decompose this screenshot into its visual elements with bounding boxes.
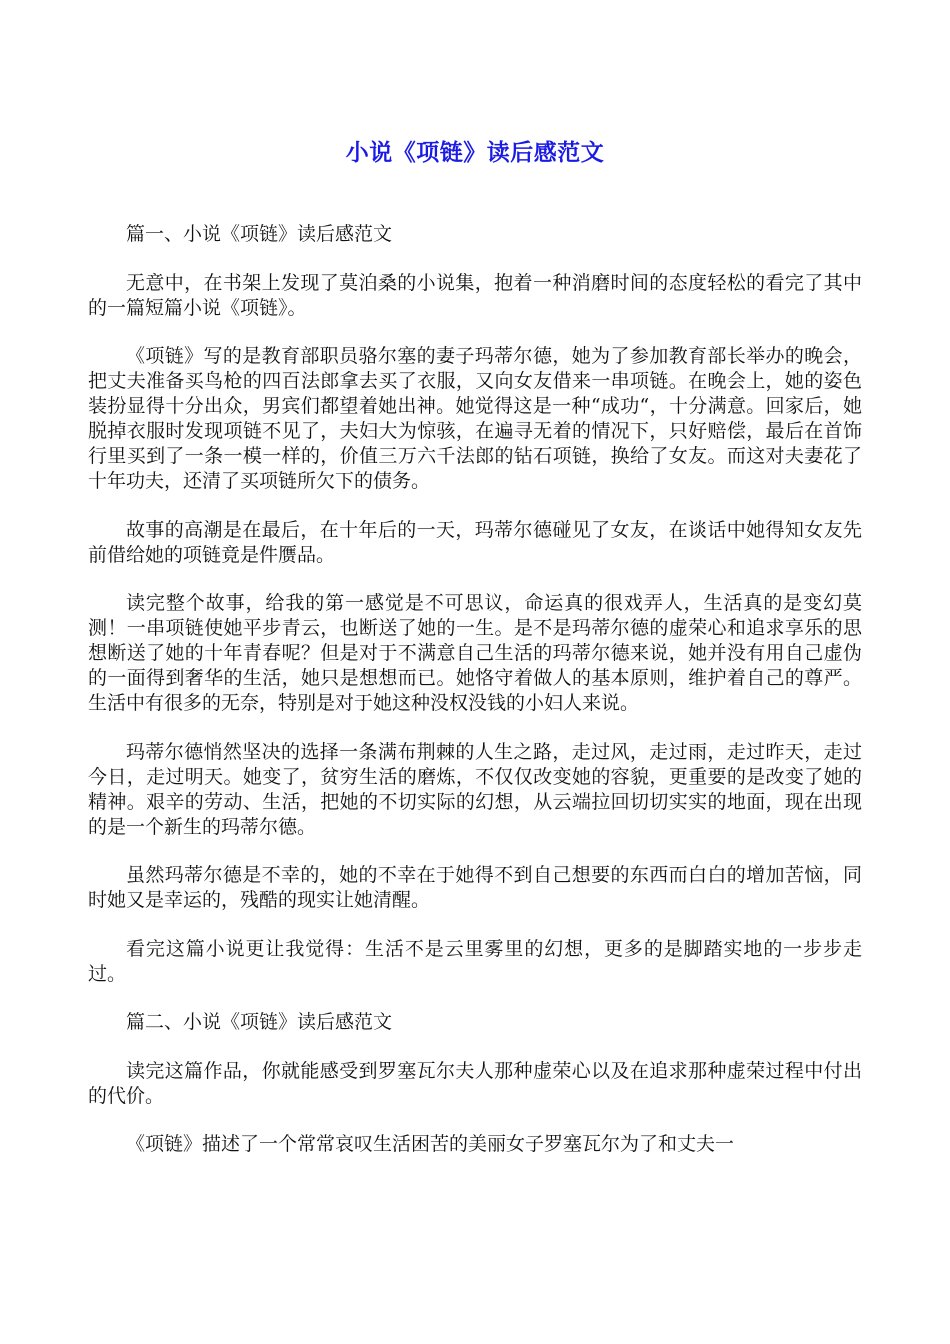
paragraph: 《项链》写的是教育部职员骆尔塞的妻子玛蒂尔德，她为了参加教育部长举办的晚会，把丈夫准备买鸟枪的四百法郎拿去买了衣服，又向女友借来一串项链。在晚会上，她的姿色装扮显得十分出众，男宾们都望着她出神。她觉得这是一种“成功“，十分满意。回家后，她脱掉衣服时发现项链不见了，夫妇大为惊骇，在遍寻无着的情况下，只好赔偿，最后在首饰行里买到了一条一模一样的，价值三万六千法郎的钻石项链，换给了女友。而这对夫妻花了十年功夫，还清了买项链所欠下的债务。 [88,345,862,492]
paragraph: 故事的高潮是在最后，在十年后的一天，玛蒂尔德碰见了女友，在谈话中她得知女友先前借给她的项链竟是件赝品。 [88,518,862,566]
paragraph: 无意中，在书架上发现了莫泊桑的小说集，抱着一种消磨时间的态度轻松的看完了其中的一篇短篇小说《项链》。 [88,271,862,319]
document-body [88,222,862,1181]
section-heading-2: 篇二、小说《项链》读后感范文 [126,1011,393,1033]
paragraph: 玛蒂尔德悄然坚决的选择一条满布荆棘的人生之路，走过风，走过雨，走过昨天，走过今日，走过明天。她变了，贫穷生活的磨炼，不仅仅改变她的容貌，更重要的是改变了她的精神。艰辛的劳动、生活，把她的不切实际的幻想，从云端拉回切切实实的地面，现在出现的是一个新生的玛蒂尔德。 [88,740,862,838]
document-title: 小说《项链》读后感范文 [345,140,605,166]
paragraph: 《项链》描述了一个常常哀叹生活困苦的美丽女子罗塞瓦尔为了和丈夫一 [126,1133,735,1155]
paragraph: 读完整个故事，给我的第一感觉是不可思议，命运真的很戏弄人，生活真的是变幻莫测！一串项链使她平步青云，也断送了她的一生。是不是玛蒂尔德的虚荣心和追求享乐的思想断送了她的十年青春呢？但是对于不满意自己生活的玛蒂尔德来说，她并没有用自己虚伪的一面得到奢华的生活，她只是想想而已。她恪守着做人的基本原则，维护着自己的尊严。生活中有很多的无奈，特别是对于她这种没权没钱的小妇人来说。 [88,592,862,714]
paragraph: 读完这篇作品，你就能感受到罗塞瓦尔夫人那种虚荣心以及在追求那种虚荣过程中付出的代价。 [88,1059,862,1107]
paragraph: 看完这篇小说更让我觉得：生活不是云里雾里的幻想，更多的是脚踏实地的一步步走过。 [88,937,862,985]
section-heading-1: 篇一、小说《项链》读后感范文 [126,223,393,245]
paragraph: 虽然玛蒂尔德是不幸的，她的不幸在于她得不到自己想要的东西而白白的增加苦恼，同时她又是幸运的，残酷的现实让她清醒。 [88,864,862,911]
